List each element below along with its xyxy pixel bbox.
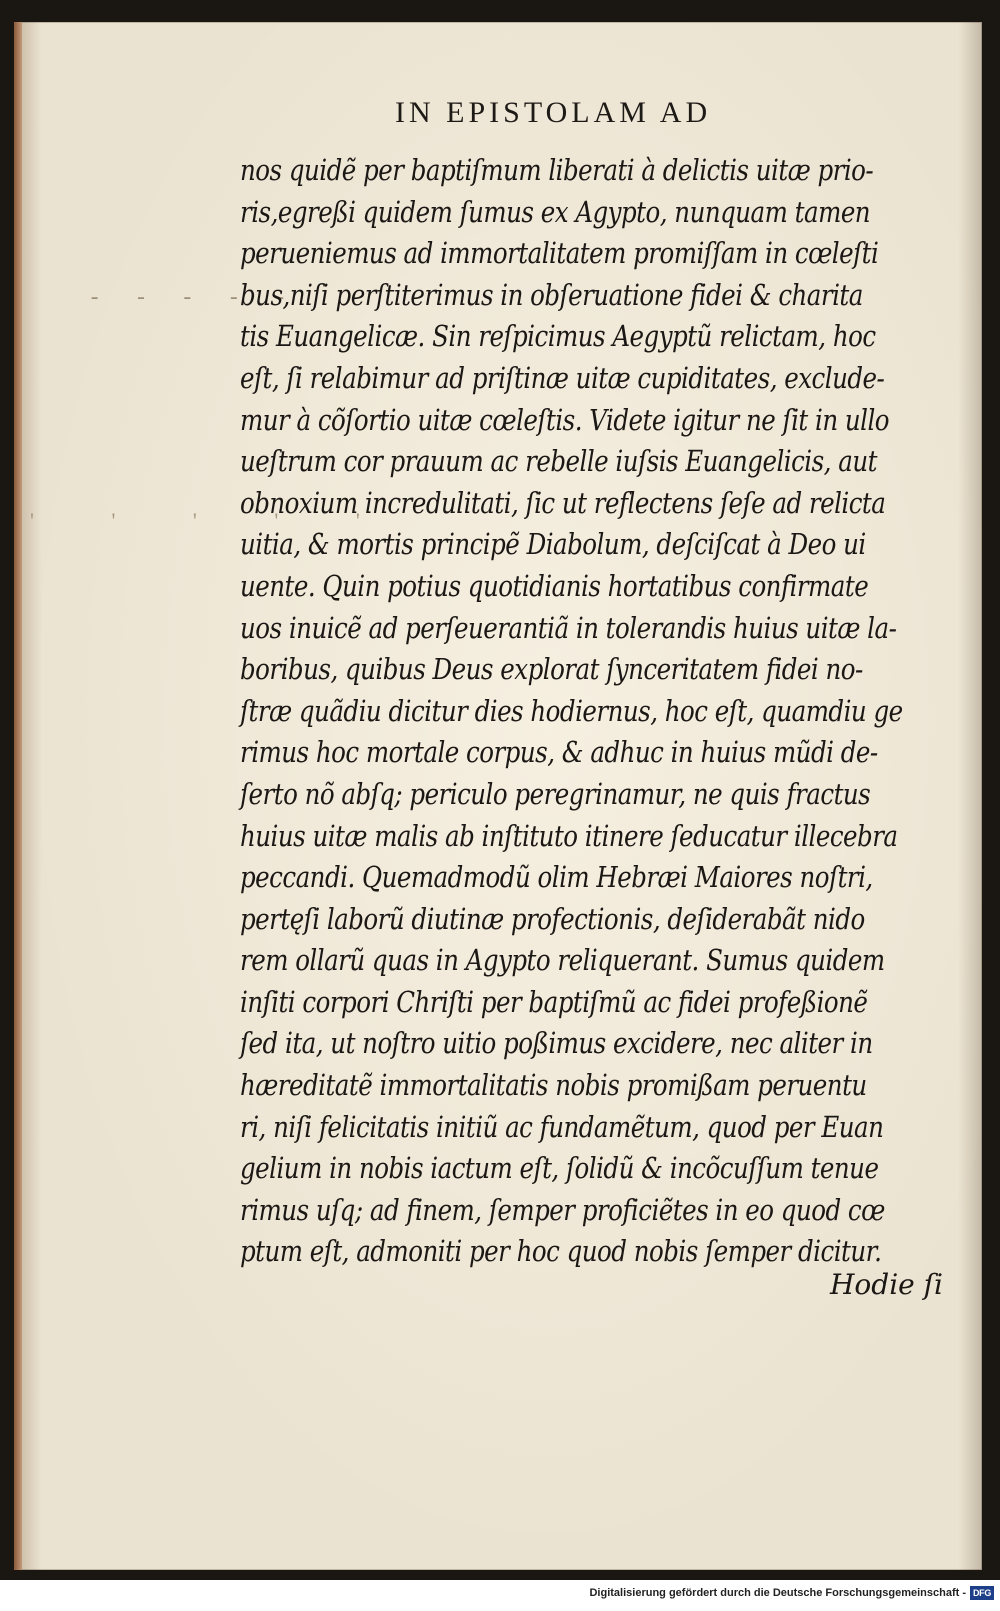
text-line: ſerto nõ abſq; periculo peregrinamur, ne quis fractus [240, 777, 871, 811]
margin-ticks: ' ' ' ' ' [30, 508, 396, 533]
text-line: huius uitæ malis ab inſtituto itinere ſeducatur illecebra [240, 819, 898, 853]
text-line: ſtræ quãdiu dicitur dies hodiernus, hoc eſt, quamdiu ge [240, 694, 903, 728]
dfg-logo: DFG [970, 1586, 994, 1600]
margin-dashes: - - - - - [88, 286, 297, 311]
digitization-credit: Digitalisierung gefördert durch die Deutsche Forschungsgemeinschaft - [589, 1587, 966, 1599]
running-head: IN EPISTOLAM AD [395, 96, 712, 129]
body-text [240, 150, 940, 1273]
text-line: obnoxium incredulitati, ſic ut reflectens ſeſe ad relicta [240, 486, 886, 520]
text-line: rimus hoc mortale corpus, & adhuc in huius mũdi de- [240, 736, 878, 770]
text-line: bus,niſi perſtiterimus in obſeruatione fidei & charita [240, 278, 863, 312]
text-line: uos inuicẽ ad perſeuerantiã in tolerandis huius uitæ la- [240, 611, 897, 645]
text-line: ri, niſi felicitatis initiũ ac fundamẽtum, quod per Euan [240, 1110, 884, 1144]
text-line: pertęſi laborũ diutinæ profectionis, deſiderabãt nido [240, 902, 865, 936]
catchword: Hodie ſi [830, 1268, 943, 1301]
text-line: perueniemus ad immortalitatem promiſſam in cœleſti [240, 237, 879, 271]
text-line: ſed ita, ut noſtro uitio poßimus excidere, nec aliter in [240, 1027, 873, 1061]
text-line: eſt, ſi relabimur ad priſtinæ uitæ cupiditates, exclude- [240, 361, 885, 395]
text-line: mur à cõſortio uitæ cœleſtis. Videte igitur ne ſit in ullo [240, 403, 890, 437]
text-line: ptum eſt, admoniti per hoc quod nobis ſemper dicitur. [240, 1235, 882, 1269]
text-line: gelium in nobis iactum eſt, ſolidũ & incõcuſſum tenue [240, 1152, 879, 1186]
text-line: nos quidẽ per baptiſmum liberati à delictis uitæ prio- [240, 154, 874, 187]
text-line: uente. Quin potius quotidianis hortatibus confirmate [240, 569, 869, 603]
text-line: rimus uſq; ad finem, ſemper proficiẽtes in eo quod cœ [240, 1193, 885, 1227]
text-line: hæreditatẽ immortalitatis nobis promißam peruentu [240, 1069, 867, 1103]
text-line: boribus, quibus Deus explorat ſynceritatem fidei no- [240, 653, 863, 687]
text-line: inſiti corpori Chriſti per baptiſmũ ac fidei profeßionẽ [240, 985, 868, 1019]
text-line: tis Euangelicæ. Sin reſpicimus Aegyptũ relictam, hoc [240, 320, 876, 354]
footer-bar [0, 1580, 1000, 1611]
text-line: peccandi. Quemadmodũ olim Hebræi Maiores noſtri, [240, 861, 873, 895]
text-line: rem ollarũ quas in Agypto reliquerant. Sumus quidem [240, 944, 885, 978]
text-line: ueſtrum cor prauum ac rebelle iuſsis Euangelicis, aut [240, 445, 877, 479]
text-line: ris,egreßi quidem ſumus ex Agypto, nunquam tamen [240, 195, 871, 229]
page-binding-edge [14, 22, 22, 1570]
text-line: uitia, & mortis principẽ Diabolum, deſciſcat à Deo ui [240, 528, 866, 562]
